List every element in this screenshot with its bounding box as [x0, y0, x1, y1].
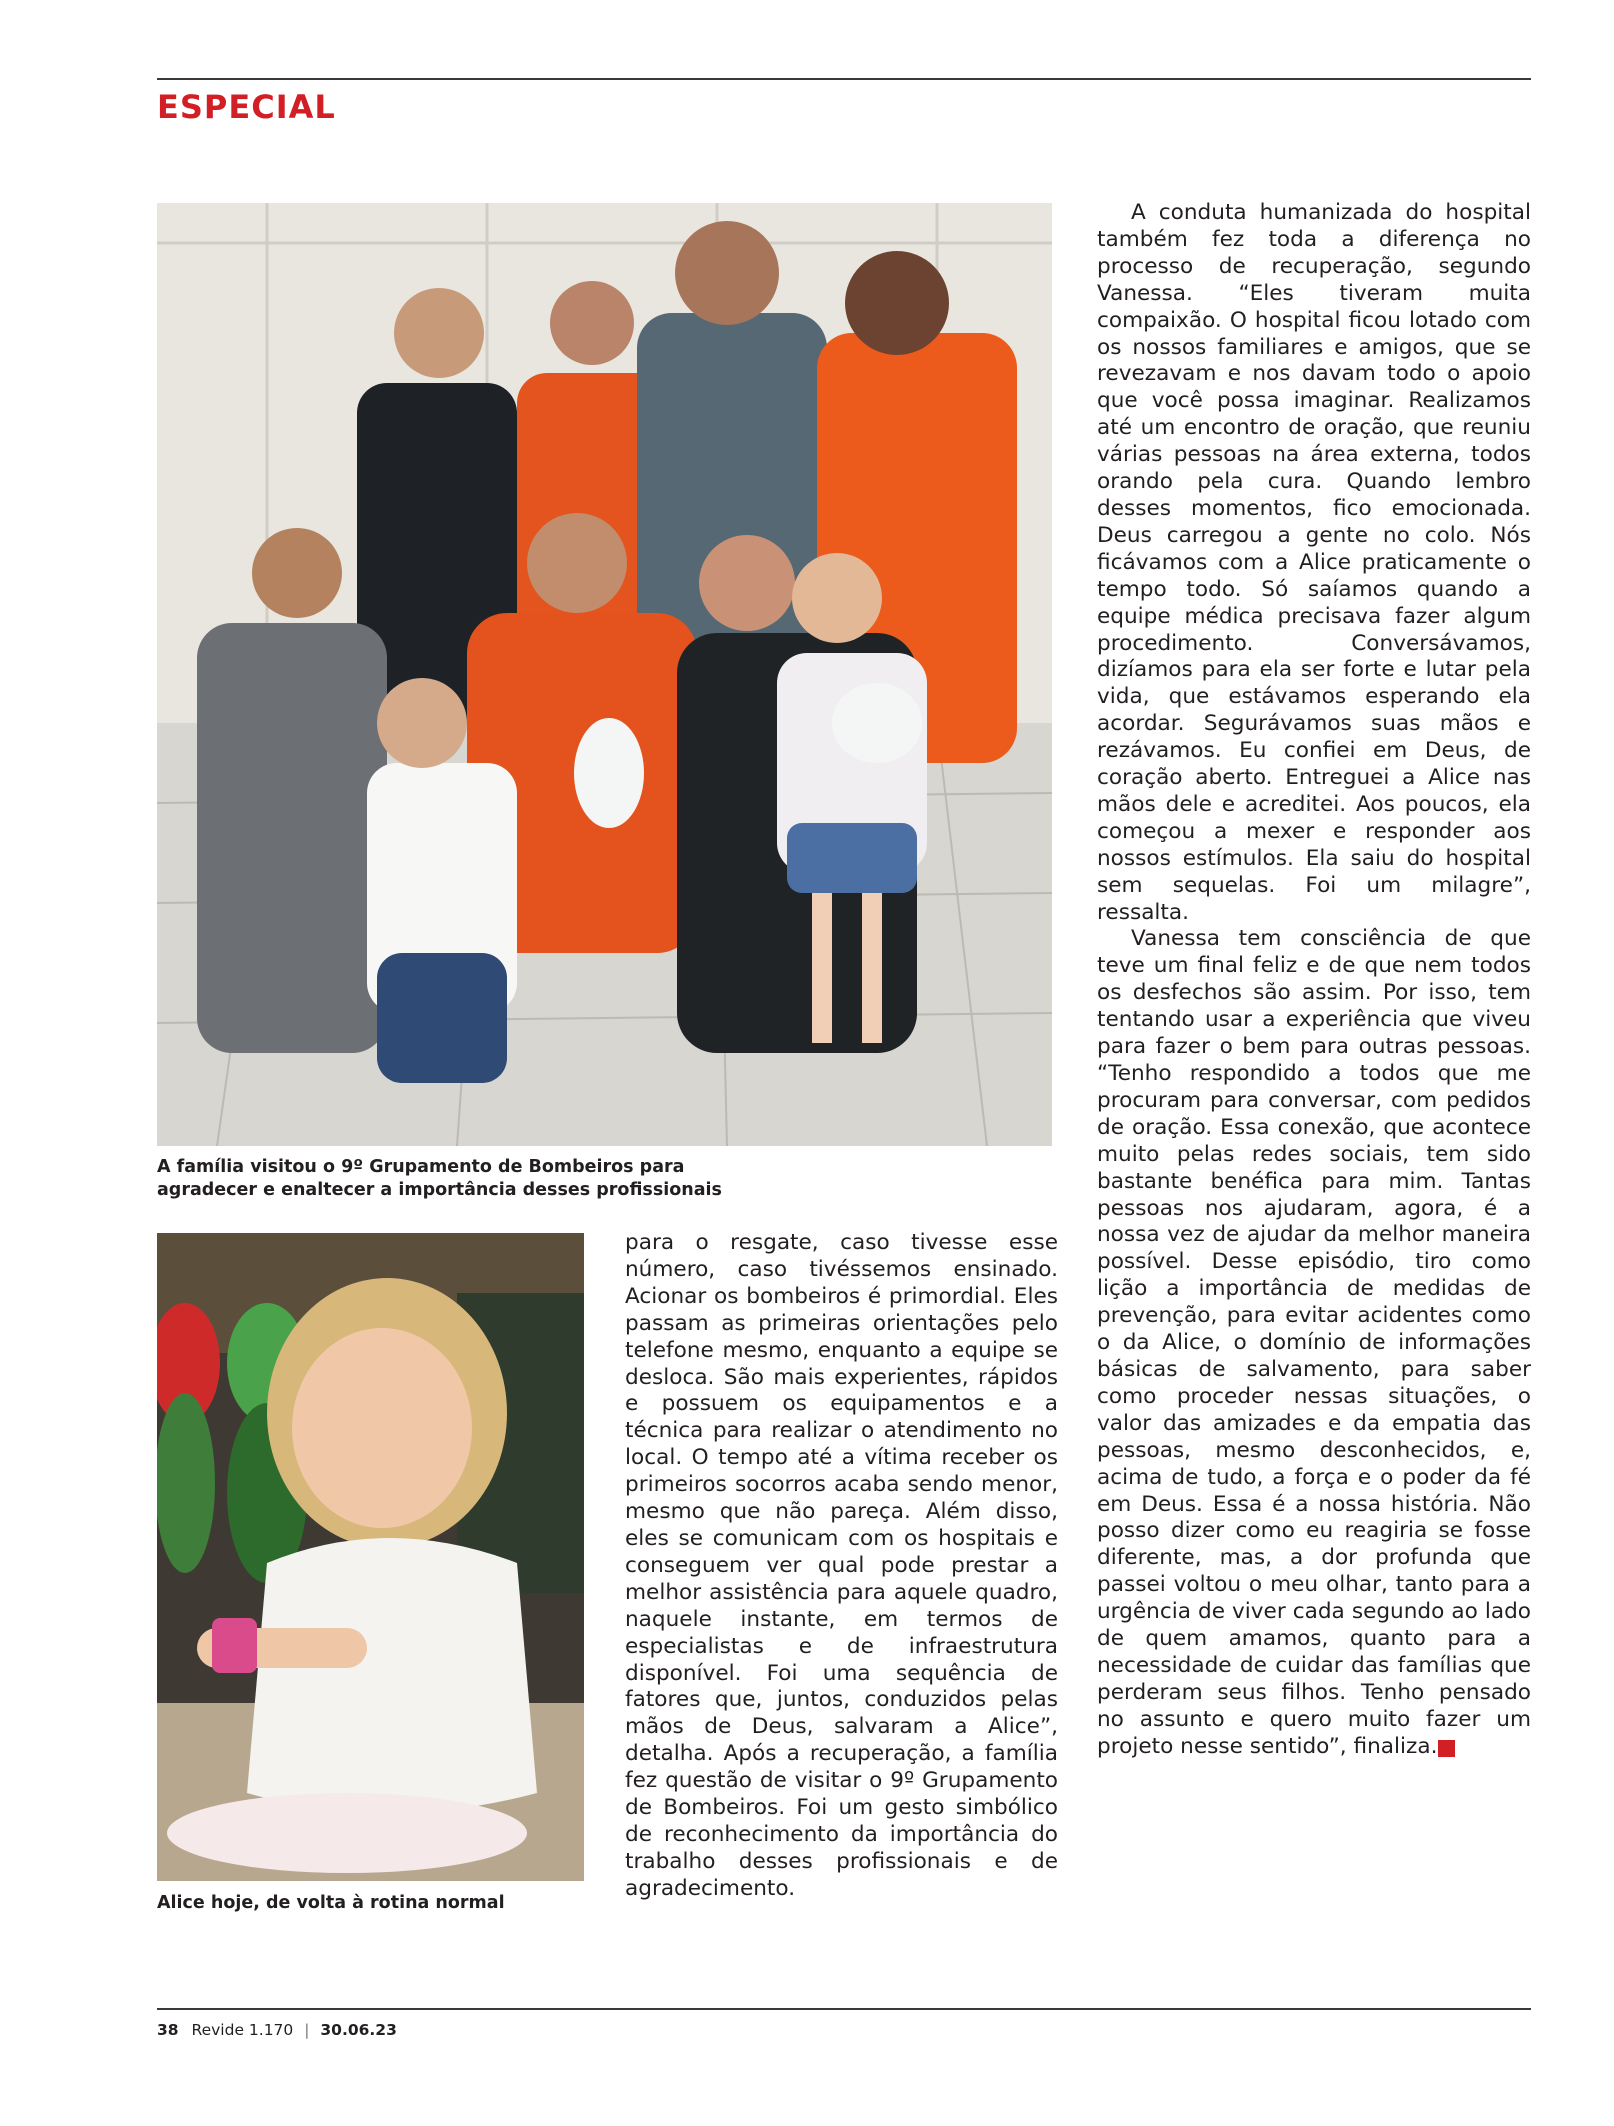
top-rule: [157, 78, 1531, 80]
article-column-right: [1097, 200, 1531, 1761]
paragraph: para o resgate, caso tivesse esse número, caso tivéssemos ensinado. Acionar os bombeiros é primordial. Eles passam as primeiras orientações pelo telefone mesmo, enquanto a equipe se desloca. São mais experientes, rápidos e possuem os equipamentos e a técnica para realizar o atendimento no local. O tempo até a vítima receber os primeiros socorros acaba sendo menor, mesmo que não pareça. Além disso, eles se comunicam com os hospitais e conseguem ver qual pode prestar a melhor assistência para aquele quadro, naquele instante, em termos de especialistas e de infraestrutura disponível. Foi uma sequência de fatores que, juntos, conduzidos pelas mãos de Deus, salvaram a Alice”, detalha. Após a recuperação, a família fez questão de visitar o 9º Grupamento de Bombeiros. Foi um gesto simbólico de reconhecimento da importância do trabalho desses profissionais e de agradecimento.: [625, 1230, 1058, 1901]
page-number: 38: [157, 2021, 179, 2039]
magazine-issue: Revide 1.170: [191, 2021, 294, 2039]
page-footer: [157, 2021, 397, 2039]
caption-line-1: A família visitou o 9º Grupamento de Bombeiros para: [157, 1157, 685, 1177]
footer-separator: |: [304, 2021, 310, 2039]
paragraph: [1097, 926, 1531, 1760]
section-title: ESPECIAL: [157, 88, 336, 126]
issue-date: 30.06.23: [320, 2021, 397, 2039]
end-mark-icon: R: [1438, 1740, 1455, 1757]
group-photo: [157, 203, 1052, 1146]
group-photo-caption: [157, 1156, 857, 1202]
caption-line-2: agradecer e enaltecer a importância desses profissionais: [157, 1180, 722, 1200]
paragraph: A conduta humanizada do hospital também fez toda a diferença no processo de recuperação, segundo Vanessa. “Eles tiveram muita compaixão. O hospital ficou lotado com os nossos familiares e amigos, que se revezavam e nos davam todo o apoio que você possa imaginar. Realizamos até um encontro de oração, que reuniu várias pessoas na área externa, todos orando pela cura. Quando lembro desses momentos, fico emocionada. Deus carregou a gente no colo. Nós ficávamos com a Alice praticamente o tempo todo. Só saíamos quando a equipe médica precisava fazer algum procedimento. Conversávamos, dizíamos para ela ser forte e lutar pela vida, que estávamos esperando ela acordar. Segurávamos suas mãos e rezávamos. Eu confiei em Deus, de coração aberto. Entreguei a Alice nas mãos dele e acreditei. Aos poucos, ela começou a mexer e responder aos nossos estímulos. Ela saiu do hospital sem sequelas. Foi um milagre”, ressalta.: [1097, 200, 1531, 925]
alice-photo-caption: Alice hoje, de volta à rotina normal: [157, 1893, 505, 1913]
article-column-middle: [625, 1230, 1058, 1903]
alice-photo: [157, 1233, 584, 1881]
bottom-rule: [157, 2008, 1531, 2010]
paragraph-text: Vanessa tem consciência de que teve um final feliz e de que nem todos os desfechos são assim. Por isso, tem tentando usar a experiência que viveu para fazer o bem para outras pessoas. “Tenho respondido a todos que me procuram para conversar, com pedidos de oração. Essa conexão, que acontece muito pelas redes sociais, tem sido bastante benéfica para mim. Tantas pessoas nos ajudaram, agora, é a nossa vez de ajudar da melhor maneira possível. Desse episódio, tiro como lição a importância de medidas de prevenção, para evitar acidentes como o da Alice, o domínio de informações básicas de salvamento, para saber como proceder nessas situações, o valor das amizades e da empatia das pessoas, mesmo desconhecidos, e, acima de tudo, a força e o poder da fé em Deus. Essa é a nossa história. Não posso dizer como eu reagiria se fosse diferente, mas, a dor profunda que passei voltou o meu olhar, tanto para a urgência de viver cada segundo ao lado de quem amamos, quanto para a necessidade de cuidar das famílias que perderam seus filhos. Tenho pensado no assunto e quero muito fazer um projeto nesse sentido”, finaliza.: [1097, 926, 1531, 1759]
